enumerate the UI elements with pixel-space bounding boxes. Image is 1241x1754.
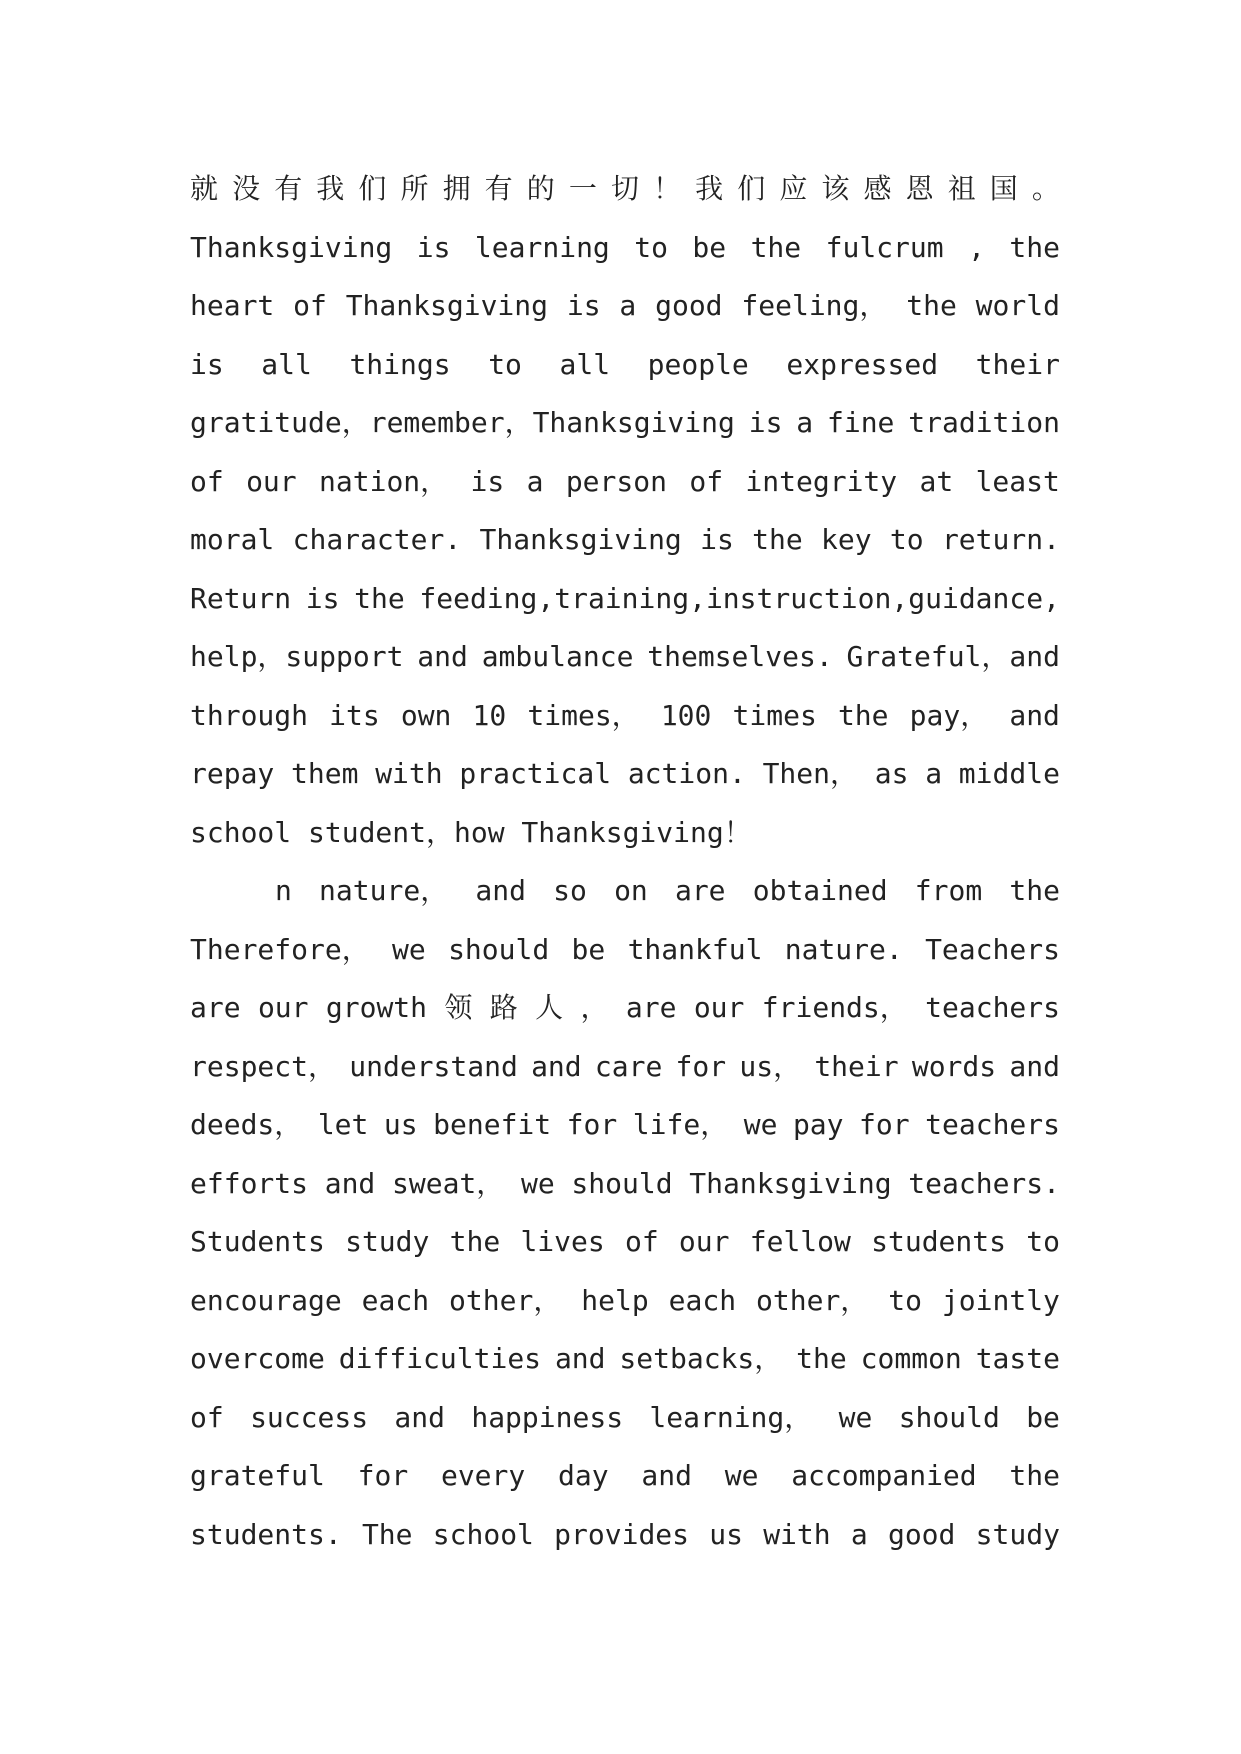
text-line [190,336,1060,395]
text-word: things [349,347,451,381]
text-word: integrity [745,464,898,498]
text-word: 该 [821,172,850,205]
text-word: we [521,1166,555,1200]
text-word: 就 [190,172,219,205]
text-word: for [566,1108,618,1141]
text-word: and [1009,698,1060,732]
text-word: efforts [190,1166,309,1200]
text-word: so [553,874,587,907]
body-text [190,160,1060,1564]
text-word: thankful [627,932,763,966]
text-word: are [190,991,241,1024]
text-word: and [641,1459,692,1492]
text-word: and [531,1049,582,1083]
text-line [190,277,1060,336]
text-word: return. [941,523,1060,556]
text-word: Then， [762,757,859,790]
text-word: own [400,698,452,732]
text-word: other， [449,1283,562,1317]
text-word: the [354,581,405,615]
text-word: moral [190,523,275,556]
text-word: our [246,464,297,498]
text-line [190,1506,1060,1565]
text-word: feeling， [741,289,888,322]
text-word: 切 [610,172,639,205]
text-word: times [732,698,817,732]
text-word: people [647,347,749,381]
text-line [190,1155,1060,1214]
text-word: and [324,1166,376,1200]
text-line [190,979,1060,1038]
text-word: nation， [319,464,449,498]
text-word: Teachers [925,932,1060,966]
text-word: deeds， [190,1108,303,1141]
text-word: and [417,640,468,673]
text-word: we [392,932,426,966]
text-word: 人 [535,991,564,1024]
text-word: 们 [737,172,766,205]
text-word: overcome [190,1342,325,1375]
text-word: good [655,289,723,322]
text-word: with [763,1517,831,1551]
text-word: is [416,230,451,264]
text-word: key [821,523,872,556]
text-word: 祖 [947,172,976,205]
text-word: is [566,289,601,322]
text-word: learning， [649,1400,813,1434]
text-word: other， [756,1283,869,1317]
text-word: 一 [568,172,597,205]
text-line [190,921,1060,980]
text-word: teachers [925,991,1060,1024]
text-word: taste [975,1342,1060,1375]
text-word: and [394,1400,445,1434]
text-word: happiness [471,1400,624,1434]
text-word: 我 [695,172,724,205]
text-word: provides [554,1517,690,1551]
text-word: is [470,464,505,498]
text-word: world [975,289,1060,322]
text-word: students [871,1225,1006,1258]
text-word: the [796,1342,847,1375]
text-word: to [1026,1225,1060,1258]
text-word: the [906,289,957,322]
text-word: of [293,289,327,322]
text-line [190,804,1060,863]
text-word: setbacks， [619,1342,783,1375]
text-word: sweat， [392,1166,505,1200]
text-line [190,687,1060,746]
text-word: of [689,464,724,498]
text-word: success [250,1400,369,1434]
text-word: 领 [444,991,473,1024]
text-line [190,745,1060,804]
text-word: tradition [908,406,1060,439]
text-word: 100 [660,698,712,732]
text-word: the [837,698,889,732]
text-word: , [968,230,985,264]
text-word: 。 [1031,172,1060,205]
text-word: a [850,1517,868,1551]
text-line [190,219,1060,278]
text-word: middle [958,757,1060,790]
text-line [190,1038,1060,1097]
text-line [190,628,1060,687]
text-word: ， [580,991,609,1024]
text-word: is [305,581,340,615]
text-word: practical [459,757,612,790]
text-word: understand [349,1049,518,1083]
text-word: 有 [274,172,303,205]
text-word: for [859,1108,910,1141]
text-word: 国 [989,172,1018,205]
text-line [190,453,1060,512]
text-word: teachers. [908,1166,1060,1200]
text-word: for [675,1049,727,1083]
text-word: grateful [190,1459,325,1492]
text-word: growth [325,991,428,1024]
text-word: to [488,347,522,381]
text-word: respect， [190,1049,337,1083]
text-word: nature. [784,932,903,966]
text-line [190,1213,1060,1272]
text-word: study [975,1517,1060,1551]
text-word: Thanksgiving [479,523,682,556]
text-word: are [625,991,677,1024]
text-word: on [614,874,648,907]
text-word: jointly [941,1283,1060,1317]
text-word: The [361,1517,413,1551]
text-word: nature， [319,874,449,907]
text-word: every [440,1459,526,1492]
text-word: 的 [526,172,555,205]
text-line [190,570,1060,629]
text-word: 路 [489,991,518,1024]
text-word: obtained [752,874,888,907]
text-word: the [449,1225,501,1258]
text-word: life， [632,1108,729,1141]
text-word: 没 [232,172,261,205]
text-word: times， [527,698,640,732]
text-word: we [743,1108,778,1141]
text-word: ambulance [481,640,634,673]
text-word: gratitude，remember，Thanksgiving [190,406,735,439]
text-word: we [838,1400,873,1434]
text-word: Return [190,581,292,615]
text-word: 感 [863,172,892,205]
text-word: through [190,698,309,732]
text-word: its [329,698,380,732]
text-word: Thanksgiving [190,230,393,264]
text-word: the [1009,1459,1060,1492]
text-word: 拥 [442,172,471,205]
text-word: accompanied [791,1459,977,1492]
text-word: students. [190,1517,342,1551]
text-word: Therefore， [190,932,370,966]
text-word: a [925,757,943,790]
text-word: 所 [400,172,429,205]
text-word: 有 [484,172,513,205]
text-word: our [257,991,309,1024]
text-word: expressed [786,347,939,381]
text-word: character. [292,523,462,556]
text-word: heart [190,289,275,322]
text-word: be [571,932,606,966]
text-word: a [619,289,637,322]
text-word: fulcrum [825,230,944,264]
text-word: teachers [925,1108,1060,1141]
text-word: 我 [316,172,345,205]
text-line [190,160,1060,219]
text-word: school [432,1517,534,1551]
text-line [190,511,1060,570]
text-word: pay [792,1108,844,1141]
text-word: day [558,1459,609,1492]
text-word: to [889,523,924,556]
text-word: should [571,1166,673,1200]
text-word: to [634,230,668,264]
text-word: pay， [909,698,989,732]
text-word: our [678,1225,730,1258]
text-word: school student，how Thanksgiving！ [190,815,752,849]
text-word: a [526,464,544,498]
text-word: our [693,991,745,1024]
text-word: them [291,757,359,790]
text-word: n [275,874,292,907]
text-word: and [1009,1049,1060,1083]
text-word: Thanksgiving [345,289,548,322]
text-word: Thanksgiving [689,1166,892,1200]
text-word: benefit [433,1108,552,1141]
text-word: words [911,1049,997,1083]
text-word: are [674,874,726,907]
text-word: care [594,1049,663,1083]
text-word: and [475,874,526,907]
text-word: encourage [190,1283,342,1317]
text-word: we [724,1459,759,1492]
text-word: is [700,523,734,556]
text-word: lives [520,1225,605,1258]
text-word: be [692,230,727,264]
text-word: of [190,464,224,498]
text-word: should [898,1400,1000,1434]
text-word: should [448,932,550,966]
text-line [190,1272,1060,1331]
text-word: us， [739,1049,802,1083]
text-word: learning [474,230,610,264]
text-word: difficulties [338,1342,542,1375]
text-word: the [1009,230,1060,264]
text-word: common [860,1342,962,1375]
text-word: help [581,1283,649,1317]
text-word: their [814,1049,899,1083]
text-line [190,1096,1060,1155]
text-word: us [709,1517,743,1551]
text-line [190,394,1060,453]
text-word: all [261,347,312,381]
text-word: Students [190,1225,325,1258]
text-word: let [317,1108,369,1141]
text-word: 10 [472,698,507,732]
text-word: be [1026,1400,1060,1434]
text-line [190,1447,1060,1506]
text-word: fine [826,406,895,439]
text-word: 们 [358,172,387,205]
text-word: for [357,1459,409,1492]
text-word: is [748,406,783,439]
text-word: 应 [779,172,808,205]
text-word: repay [190,757,275,790]
text-word: feeding,training,instruction,guidance, [419,581,1060,615]
text-word: help，support [190,640,404,673]
text-word: the [752,523,803,556]
text-word: from [914,874,983,907]
text-word: study [345,1225,430,1258]
text-word: themselves. [647,640,833,673]
text-word: all [559,347,611,381]
text-word: Grateful，and [846,640,1060,673]
text-line [190,862,1060,921]
text-word: fellow [749,1225,851,1258]
text-word: least [975,464,1060,498]
text-word: each [361,1283,430,1317]
text-word: good [887,1517,956,1551]
text-word: at [919,464,954,498]
text-word: to [888,1283,922,1317]
text-word: a [796,406,814,439]
text-word: of [190,1400,224,1434]
text-word: and [554,1342,606,1375]
text-word: ！ [653,172,682,205]
text-word: the [750,230,802,264]
text-word: person [565,464,667,498]
text-word: with [375,757,443,790]
text-word: each [668,1283,737,1317]
text-word: 恩 [905,172,934,205]
text-word: of [624,1225,659,1258]
text-word: their [975,347,1060,381]
text-word: friends， [761,991,908,1024]
text-line [190,1389,1060,1448]
text-word: action. [627,757,746,790]
text-word: us [383,1108,418,1141]
text-line [190,1330,1060,1389]
text-word: the [1009,874,1060,907]
text-word: is [190,347,224,381]
text-word: as [874,757,909,790]
